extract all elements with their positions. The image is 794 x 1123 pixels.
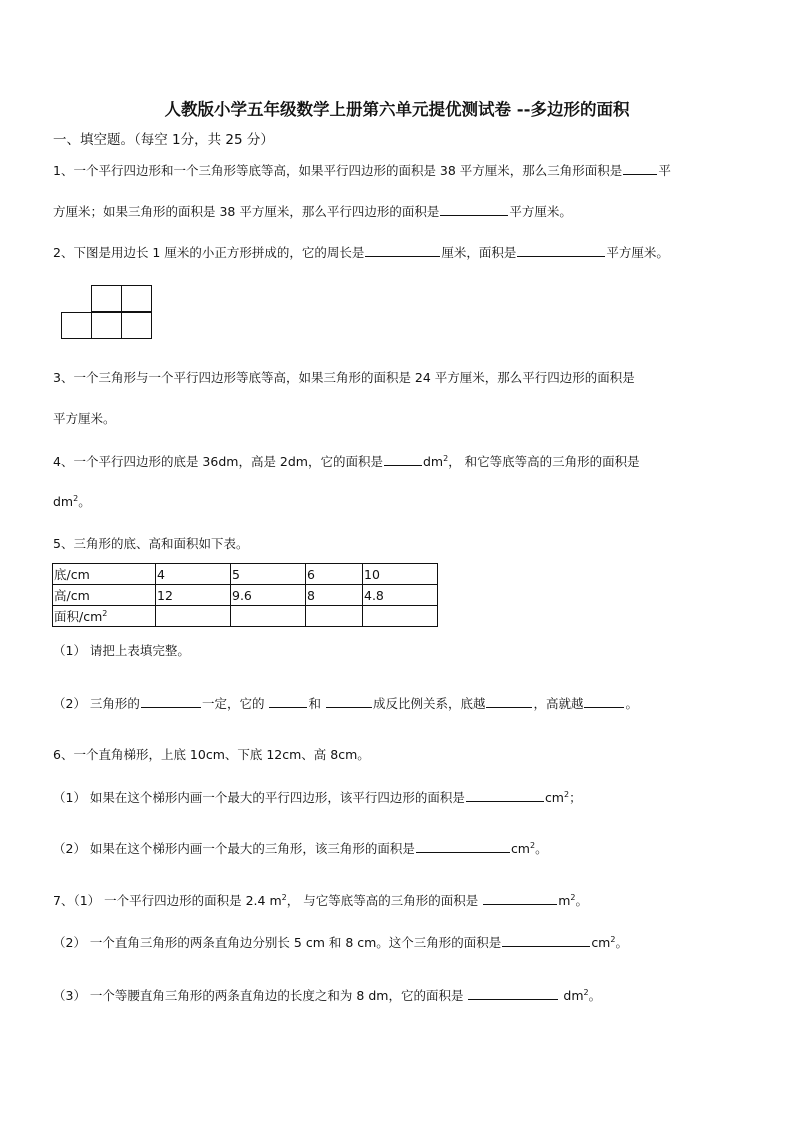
- answer-blank[interactable]: [517, 244, 605, 257]
- page-title: 人教版小学五年级数学上册第六单元提优测试卷 --多边形的面积: [164, 100, 630, 119]
- q6-text: ；: [569, 790, 582, 805]
- answer-cell[interactable]: [156, 606, 231, 627]
- question-3-line-1: [53, 370, 635, 386]
- q5-text: （2） 三角形的: [53, 696, 140, 711]
- q5-text: 和: [308, 696, 321, 711]
- answer-cell[interactable]: [363, 606, 438, 627]
- q6-unit: cm: [544, 790, 564, 805]
- grid-square: [91, 285, 122, 312]
- table-cell: 5: [231, 564, 306, 585]
- q5-text: 。: [625, 696, 638, 711]
- q6-unit: cm: [510, 841, 530, 856]
- q5-text: 5、三角形的底、高和面积如下表。: [53, 536, 249, 551]
- question-7-part-2: [53, 934, 628, 951]
- q3-text: 平方厘米。: [53, 411, 116, 426]
- answer-blank[interactable]: [440, 203, 508, 216]
- q1-text: 方厘米；如果三角形的面积是 38 平方厘米，那么平行四边形的面积是: [53, 204, 440, 219]
- q4-exponent: 2: [73, 493, 79, 503]
- q7-unit: dm: [563, 988, 584, 1003]
- q1-text: 平方厘米。: [509, 204, 572, 219]
- table-cell: 12: [156, 585, 231, 606]
- q7-text: 。: [588, 988, 602, 1003]
- q6-text: 6、一个直角梯形，上底 10cm、下底 12cm、高 8cm。: [53, 747, 370, 762]
- q3-text: 3、一个三角形与一个平行四边形等底等高，如果三角形的面积是 24 平方厘米，那么平行四边形的面积是: [53, 370, 635, 385]
- answer-blank[interactable]: [486, 695, 532, 708]
- q1-text: 平: [658, 163, 671, 178]
- q7-exponent: 2: [570, 892, 576, 902]
- area-exponent: 2: [102, 608, 108, 618]
- q4-unit: dm: [422, 454, 444, 469]
- grid-square: [121, 285, 152, 312]
- q2-text: 2、下图是用边长 1 厘米的小正方形拼成的，它的周长是: [53, 245, 365, 260]
- question-6-intro: [53, 747, 370, 763]
- answer-blank[interactable]: [365, 244, 440, 257]
- answer-blank[interactable]: [416, 840, 510, 853]
- q7-text: （3） 一个等腰直角三角形的两条直角边的长度之和为 8 dm，它的面积是: [53, 988, 464, 1003]
- grid-square: [61, 312, 92, 339]
- answer-blank[interactable]: [141, 695, 201, 708]
- q4-exponent: 2: [443, 453, 449, 463]
- q4-text: ， 和它等底等高的三角形的面积是: [448, 454, 640, 469]
- q7-exponent: 2: [610, 934, 616, 944]
- q4-text: 4、一个平行四边形的底是 36dm，高是 2dm，它的面积是: [53, 454, 383, 469]
- answer-blank[interactable]: [502, 934, 590, 947]
- q4-text: 。: [78, 494, 91, 509]
- q1-text: 1、一个平行四边形和一个三角形等底等高，如果平行四边形的面积是 38 平方厘米，那么三角形面积是: [53, 163, 623, 178]
- grid-square: [121, 312, 152, 339]
- question-1-line-1: [53, 162, 671, 179]
- question-7-part-3: [53, 987, 601, 1004]
- q7-text: 7、（1） 一个平行四边形的面积是 2.4 m: [53, 893, 282, 908]
- question-5-part-2: [53, 695, 638, 712]
- answer-blank[interactable]: [466, 789, 544, 802]
- answer-blank[interactable]: [483, 892, 557, 905]
- question-7-part-1: [53, 892, 588, 909]
- answer-blank[interactable]: [584, 695, 624, 708]
- q7-text: ， 与它等底等高的三角形的面积是: [286, 893, 479, 908]
- q7-unit: cm: [591, 935, 611, 950]
- q7-text: 。: [575, 893, 588, 908]
- section-heading: 一、填空题。（每空 1分，共 25 分）: [53, 132, 274, 148]
- table-cell: 8: [306, 585, 363, 606]
- q4-unit: dm: [53, 494, 74, 509]
- table-cell: 4: [156, 564, 231, 585]
- table-row: [53, 564, 438, 585]
- q6-exponent: 2: [530, 840, 536, 850]
- q6-text: （1） 如果在这个梯形内画一个最大的平行四边形，该平行四边形的面积是: [53, 790, 465, 805]
- answer-blank[interactable]: [468, 987, 558, 1000]
- q7-exponent: 2: [281, 892, 287, 902]
- table-cell: 高/cm: [53, 585, 156, 606]
- q7-unit: m: [558, 893, 571, 908]
- q5-text: ，高就越: [533, 696, 584, 711]
- table-cell: 10: [363, 564, 438, 585]
- q2-text: 厘米，面积是: [441, 245, 517, 260]
- table-cell: 底/cm: [53, 564, 156, 585]
- table-cell: 9.6: [231, 585, 306, 606]
- question-6-part-1: [53, 789, 582, 806]
- grid-square: [91, 312, 122, 339]
- question-6-part-2: [53, 840, 548, 857]
- question-4-line-1: [53, 453, 640, 470]
- question-1-line-2: [53, 203, 572, 220]
- table-row: [53, 585, 438, 606]
- answer-blank[interactable]: [384, 453, 422, 466]
- answer-cell[interactable]: [306, 606, 363, 627]
- triangle-data-table: [52, 563, 438, 627]
- answer-blank[interactable]: [326, 695, 372, 708]
- q6-exponent: 2: [564, 789, 570, 799]
- q2-text: 平方厘米。: [606, 245, 669, 260]
- q7-exponent: 2: [583, 987, 589, 997]
- q7-text: （2） 一个直角三角形的两条直角边分别长 5 cm 和 8 cm。这个三角形的面积是: [53, 935, 502, 950]
- question-3-line-2: [53, 411, 116, 427]
- q5-text: 成反比例关系，底越: [372, 696, 486, 711]
- question-4-line-2: [53, 494, 91, 510]
- answer-blank[interactable]: [269, 695, 307, 708]
- q5-text: 一定，它的: [201, 696, 265, 711]
- q6-text: （2） 如果在这个梯形内画一个最大的三角形，该三角形的面积是: [53, 841, 415, 856]
- answer-blank[interactable]: [623, 162, 657, 175]
- table-cell: [53, 606, 156, 627]
- table-cell: 6: [306, 564, 363, 585]
- question-5-part-1: [53, 643, 190, 659]
- area-label: 面积/cm: [54, 609, 103, 624]
- answer-cell[interactable]: [231, 606, 306, 627]
- q6-text: 。: [535, 841, 548, 856]
- question-5-intro: [53, 536, 248, 552]
- q7-text: 。: [615, 935, 628, 950]
- q5-text: （1） 请把上表填完整。: [53, 643, 190, 658]
- table-row: [53, 606, 438, 627]
- question-2: [53, 244, 669, 261]
- table-cell: 4.8: [363, 585, 438, 606]
